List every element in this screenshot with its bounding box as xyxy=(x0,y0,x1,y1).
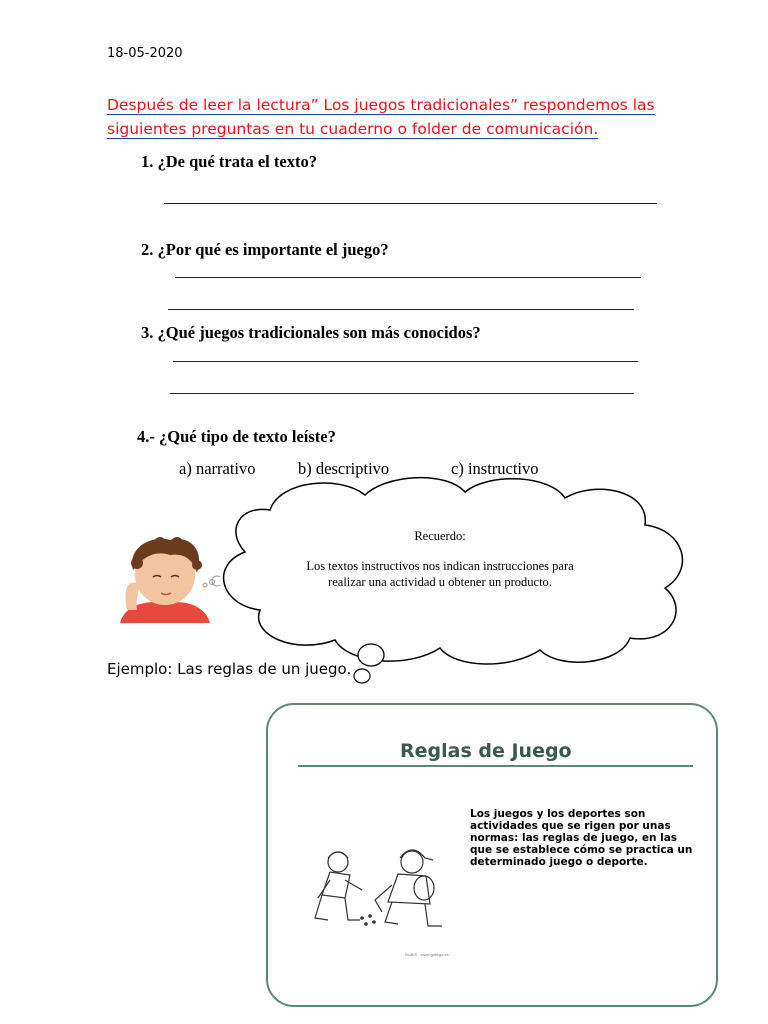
instruction-line-2: siguientes preguntas en tu cuaderno o folder de comunicación. xyxy=(107,120,599,138)
answer-line xyxy=(173,361,638,362)
reminder-title: Recuerdo: xyxy=(414,529,466,543)
question-2: 2. ¿Por qué es importante el juego? xyxy=(141,240,389,259)
reminder-box xyxy=(290,528,590,590)
example-label: Ejemplo: Las reglas de un juego. xyxy=(107,660,352,678)
answer-line xyxy=(175,277,641,278)
answer-line xyxy=(170,393,634,394)
rules-card-title: Reglas de Juego xyxy=(400,740,572,762)
question-4: 4.- ¿Qué tipo de texto leíste? xyxy=(137,427,336,446)
answer-line xyxy=(164,203,657,204)
instruction-line-1: Después de leer la lectura” Los juegos tradicionales” respondemos las xyxy=(107,96,655,114)
answer-line xyxy=(168,309,634,310)
rules-card-text: Los juegos y los deportes son actividades que se rigen por unas normas: las reglas de juego, en las que se establece cómo se practica un determinado juego o deporte. xyxy=(470,808,693,868)
thinking-child-illustration xyxy=(115,535,235,625)
date: 18-05-2020 xyxy=(107,46,183,61)
children-playing-illustration xyxy=(300,840,460,940)
option-c: c) instructivo xyxy=(451,459,539,478)
instruction xyxy=(107,93,667,141)
option-b: b) descriptivo xyxy=(298,459,390,478)
rules-card-divider xyxy=(298,765,693,767)
question-3: 3. ¿Qué juegos tradicionales son más conocidos? xyxy=(141,323,481,342)
option-a: a) narrativo xyxy=(179,459,256,478)
reminder-text: Los textos instructivos nos indican instrucciones para realizar una actividad u obtener un producto. xyxy=(306,559,574,589)
card-footer-credit: NUBIS - www.gallego.es xyxy=(405,952,449,957)
question-1: 1. ¿De qué trata el texto? xyxy=(141,152,317,171)
